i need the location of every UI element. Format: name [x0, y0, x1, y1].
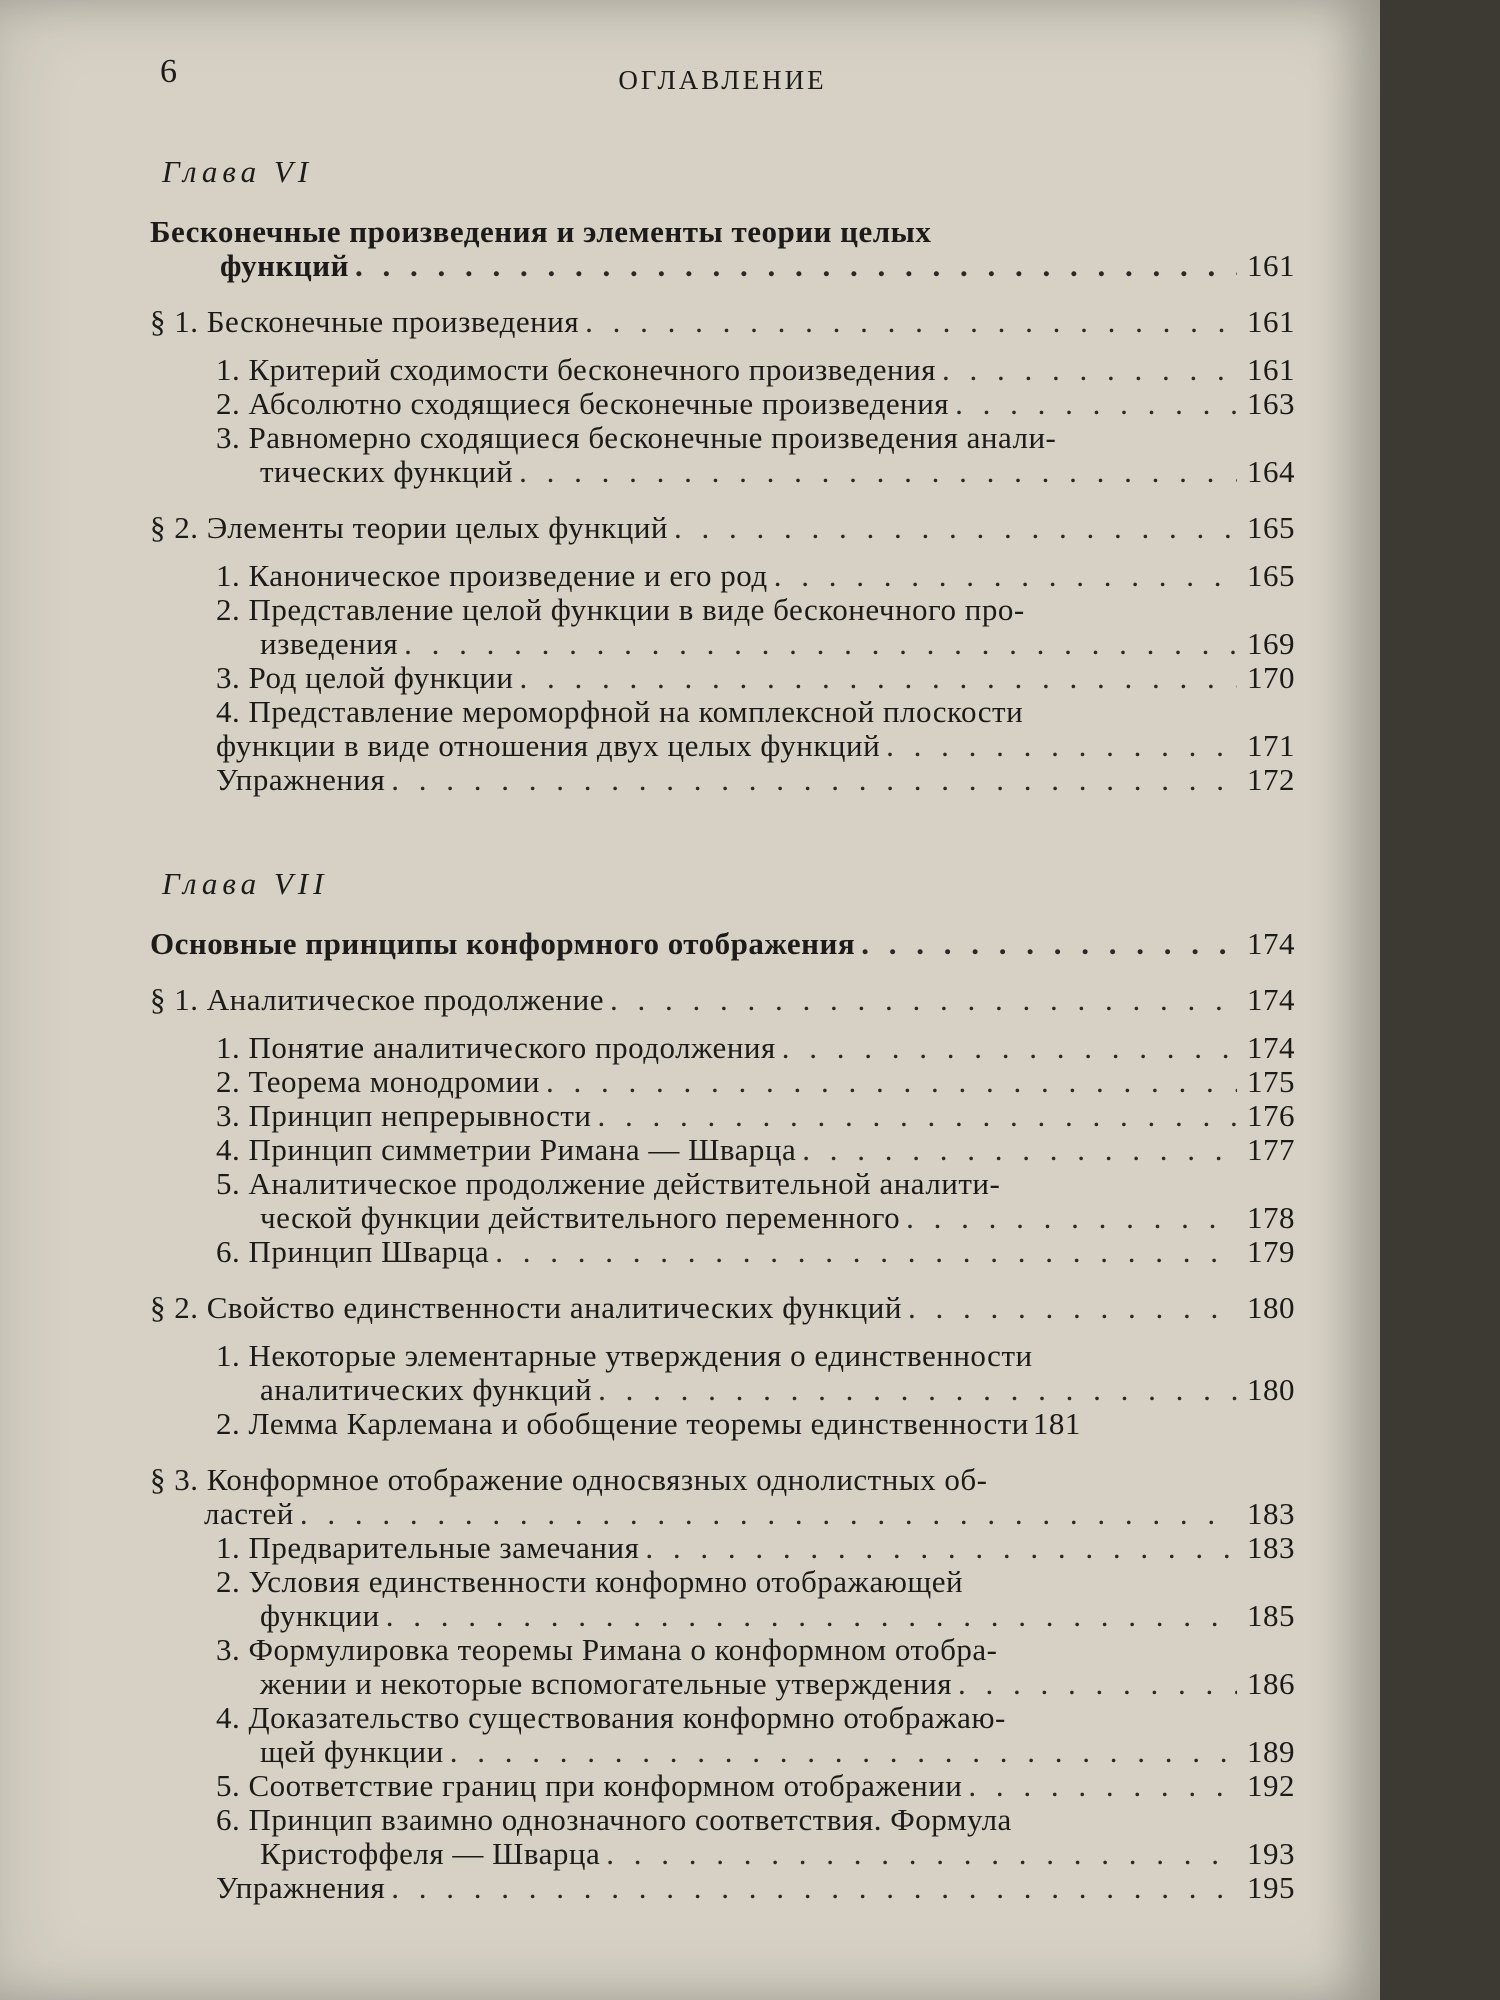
page-ref: 176 [1247, 1098, 1295, 1133]
toc-item [150, 1201, 1295, 1235]
toc-section [150, 1497, 1295, 1531]
toc-item [150, 1531, 1295, 1565]
item-title: 5. Аналитическое продолжение действительной аналити- [216, 1166, 1001, 1201]
page-ref: 174 [1247, 982, 1295, 1017]
leader-dots [606, 1837, 1237, 1871]
item-title: 4. Принцип симметрии Римана — Шварца [216, 1132, 797, 1167]
leader-dots [519, 455, 1237, 489]
item-title: 3. Принцип непрерывности [216, 1098, 592, 1133]
page-ref: 180 [1247, 1372, 1295, 1407]
leader-dots [886, 729, 1237, 763]
section-title: § 2. Элементы теории целых функций [150, 510, 668, 545]
page-number: 6 [160, 53, 178, 90]
leader-dots [355, 249, 1237, 283]
item-title-cont: жении и некоторые вспомогательные утверждения [260, 1666, 953, 1701]
toc-item [150, 559, 1295, 593]
item-title: 2. Теорема монодромии [216, 1064, 540, 1099]
leader-dots [942, 353, 1237, 387]
item-title: 5. Соответствие границ при конформном отображении [216, 1768, 963, 1803]
toc-item [150, 661, 1295, 695]
toc-section [150, 511, 1295, 545]
leader-dots [391, 763, 1237, 797]
item-title-cont: Кристоффеля — Шварца [260, 1836, 601, 1871]
toc-item [150, 1667, 1295, 1701]
leader-dots [495, 1235, 1237, 1269]
toc-item [150, 1735, 1295, 1769]
leader-dots [404, 627, 1237, 661]
leader-dots [598, 1373, 1237, 1407]
toc-item [150, 1133, 1295, 1167]
item-title: 2. Лемма Карлемана и обобщение теоремы единственности [216, 1406, 1029, 1441]
running-title: ОГЛАВЛЕНИЕ [618, 65, 827, 95]
page-ref: 178 [1247, 1200, 1295, 1235]
page-ref: 193 [1247, 1836, 1295, 1871]
toc-section [150, 983, 1295, 1017]
item-title: Упражнения [216, 1870, 386, 1905]
leader-dots [802, 1133, 1237, 1167]
item-title-cont: ческой функции действительного переменного [260, 1200, 901, 1235]
page-ref: 164 [1247, 454, 1295, 489]
page-ref: 183 [1247, 1530, 1295, 1565]
toc-section [150, 305, 1295, 339]
leader-dots [610, 983, 1237, 1017]
toc-item [150, 1871, 1295, 1905]
item-title-cont: изведения [260, 626, 399, 661]
item-title: 3. Формулировка теоремы Римана о конформном отобра- [216, 1632, 998, 1667]
toc-item [150, 1599, 1295, 1633]
section-title-cont: ластей [204, 1496, 294, 1531]
chapter-title: Бесконечные произведения и элементы теории целых [150, 214, 932, 249]
item-title: 6. Принцип Шварца [216, 1234, 490, 1269]
leader-dots [391, 1871, 1237, 1905]
toc-entry [150, 927, 1295, 961]
toc-item [150, 627, 1295, 661]
item-title-cont: щей функции [260, 1734, 444, 1769]
page-ref: 161 [1247, 352, 1295, 387]
toc-section [150, 1291, 1295, 1325]
toc-item [150, 1769, 1295, 1803]
leader-dots [674, 511, 1237, 545]
page-ref: 165 [1247, 510, 1295, 545]
item-title: Упражнения [216, 762, 386, 797]
chapter-title: Основные принципы конформного отображения [150, 926, 856, 961]
toc-item [150, 729, 1295, 763]
item-title: 1. Каноническое произведение и его род [216, 558, 768, 593]
item-title: 1. Некоторые элементарные утверждения о единственности [216, 1338, 1033, 1373]
item-title-cont: функции в виде отношения двух целых функций [216, 728, 881, 763]
toc-item [150, 763, 1295, 797]
chapter-label: Глава VI [162, 154, 314, 189]
item-title: 2. Представление целой функции в виде бесконечного про- [216, 592, 1025, 627]
page-ref: 169 [1247, 626, 1295, 661]
item-title: 1. Предварительные замечания [216, 1530, 640, 1565]
toc-item [150, 1235, 1295, 1269]
section-title: § 1. Бесконечные произведения [150, 304, 580, 339]
page-ref: 163 [1247, 386, 1295, 421]
page-ref: 183 [1247, 1496, 1295, 1531]
chapter-label: Глава VII [162, 866, 329, 901]
toc-item [150, 1837, 1295, 1871]
item-title: 4. Доказательство существования конформно отображаю- [216, 1700, 1006, 1735]
toc-item [150, 1373, 1295, 1407]
page-ref: 195 [1247, 1870, 1295, 1905]
page-ref: 170 [1247, 660, 1295, 695]
item-title: 2. Условия единственности конформно отображающей [216, 1564, 964, 1599]
leader-dots [585, 305, 1237, 339]
toc-entry [150, 249, 1295, 283]
item-title: 3. Род целой функции [216, 660, 514, 695]
toc-item [150, 1407, 1295, 1441]
item-title-cont: функции [260, 1598, 380, 1633]
page-ref: 161 [1247, 304, 1295, 339]
page-ref: 172 [1247, 762, 1295, 797]
leader-dots [782, 1031, 1237, 1065]
leader-dots [645, 1531, 1237, 1565]
leader-dots [955, 387, 1237, 421]
toc-item [150, 1031, 1295, 1065]
toc-item [150, 1099, 1295, 1133]
item-title: 6. Принцип взаимно однозначного соответствия. Формула [216, 1802, 1012, 1837]
page-ref: 179 [1247, 1234, 1295, 1269]
toc-item [150, 387, 1295, 421]
page-ref: 192 [1247, 1768, 1295, 1803]
toc-item [150, 353, 1295, 387]
page-ref: 174 [1247, 926, 1295, 961]
leader-dots [300, 1497, 1237, 1531]
page-ref: 189 [1247, 1734, 1295, 1769]
item-title: 4. Представление мероморфной на комплексной плоскости [216, 694, 1024, 729]
leader-dots [861, 927, 1237, 961]
leader-dots [546, 1065, 1237, 1099]
item-title: 1. Понятие аналитического продолжения [216, 1030, 776, 1065]
leader-dots [968, 1769, 1237, 1803]
leader-dots [908, 1291, 1237, 1325]
leader-dots [958, 1667, 1237, 1701]
item-title: 1. Критерий сходимости бесконечного произведения [216, 352, 936, 387]
item-title-cont: аналитических функций [260, 1372, 593, 1407]
page-ref: 165 [1247, 558, 1295, 593]
section-title: § 1. Аналитическое продолжение [150, 982, 604, 1017]
page-ref: 186 [1247, 1666, 1295, 1701]
running-head [150, 55, 1295, 115]
leader-dots [774, 559, 1237, 593]
page-ref: 180 [1247, 1290, 1295, 1325]
leader-dots [598, 1099, 1237, 1133]
toc-content [150, 55, 1295, 1905]
page-ref: 161 [1247, 248, 1295, 283]
item-title-cont: тических функций [260, 454, 514, 489]
item-title: 3. Равномерно сходящиеся бесконечные произведения анали- [216, 420, 1057, 455]
next-page-edge [1380, 0, 1500, 2000]
chapter-title-cont: функций [220, 248, 349, 283]
page-ref: 181 [1032, 1406, 1081, 1441]
leader-dots [906, 1201, 1237, 1235]
page-ref: 185 [1247, 1598, 1295, 1633]
page-ref: 175 [1247, 1064, 1295, 1099]
page-ref: 174 [1247, 1030, 1295, 1065]
toc-item [150, 1065, 1295, 1099]
leader-dots [386, 1599, 1237, 1633]
item-title: 2. Абсолютно сходящиеся бесконечные произведения [216, 386, 950, 421]
section-title: § 2. Свойство единственности аналитических функций [150, 1290, 902, 1325]
section-title: § 3. Конформное отображение односвязных однолистных об- [150, 1462, 988, 1497]
page-ref: 177 [1247, 1132, 1295, 1167]
page-ref: 171 [1247, 728, 1295, 763]
leader-dots [450, 1735, 1237, 1769]
leader-dots [520, 661, 1238, 695]
toc-item [150, 455, 1295, 489]
